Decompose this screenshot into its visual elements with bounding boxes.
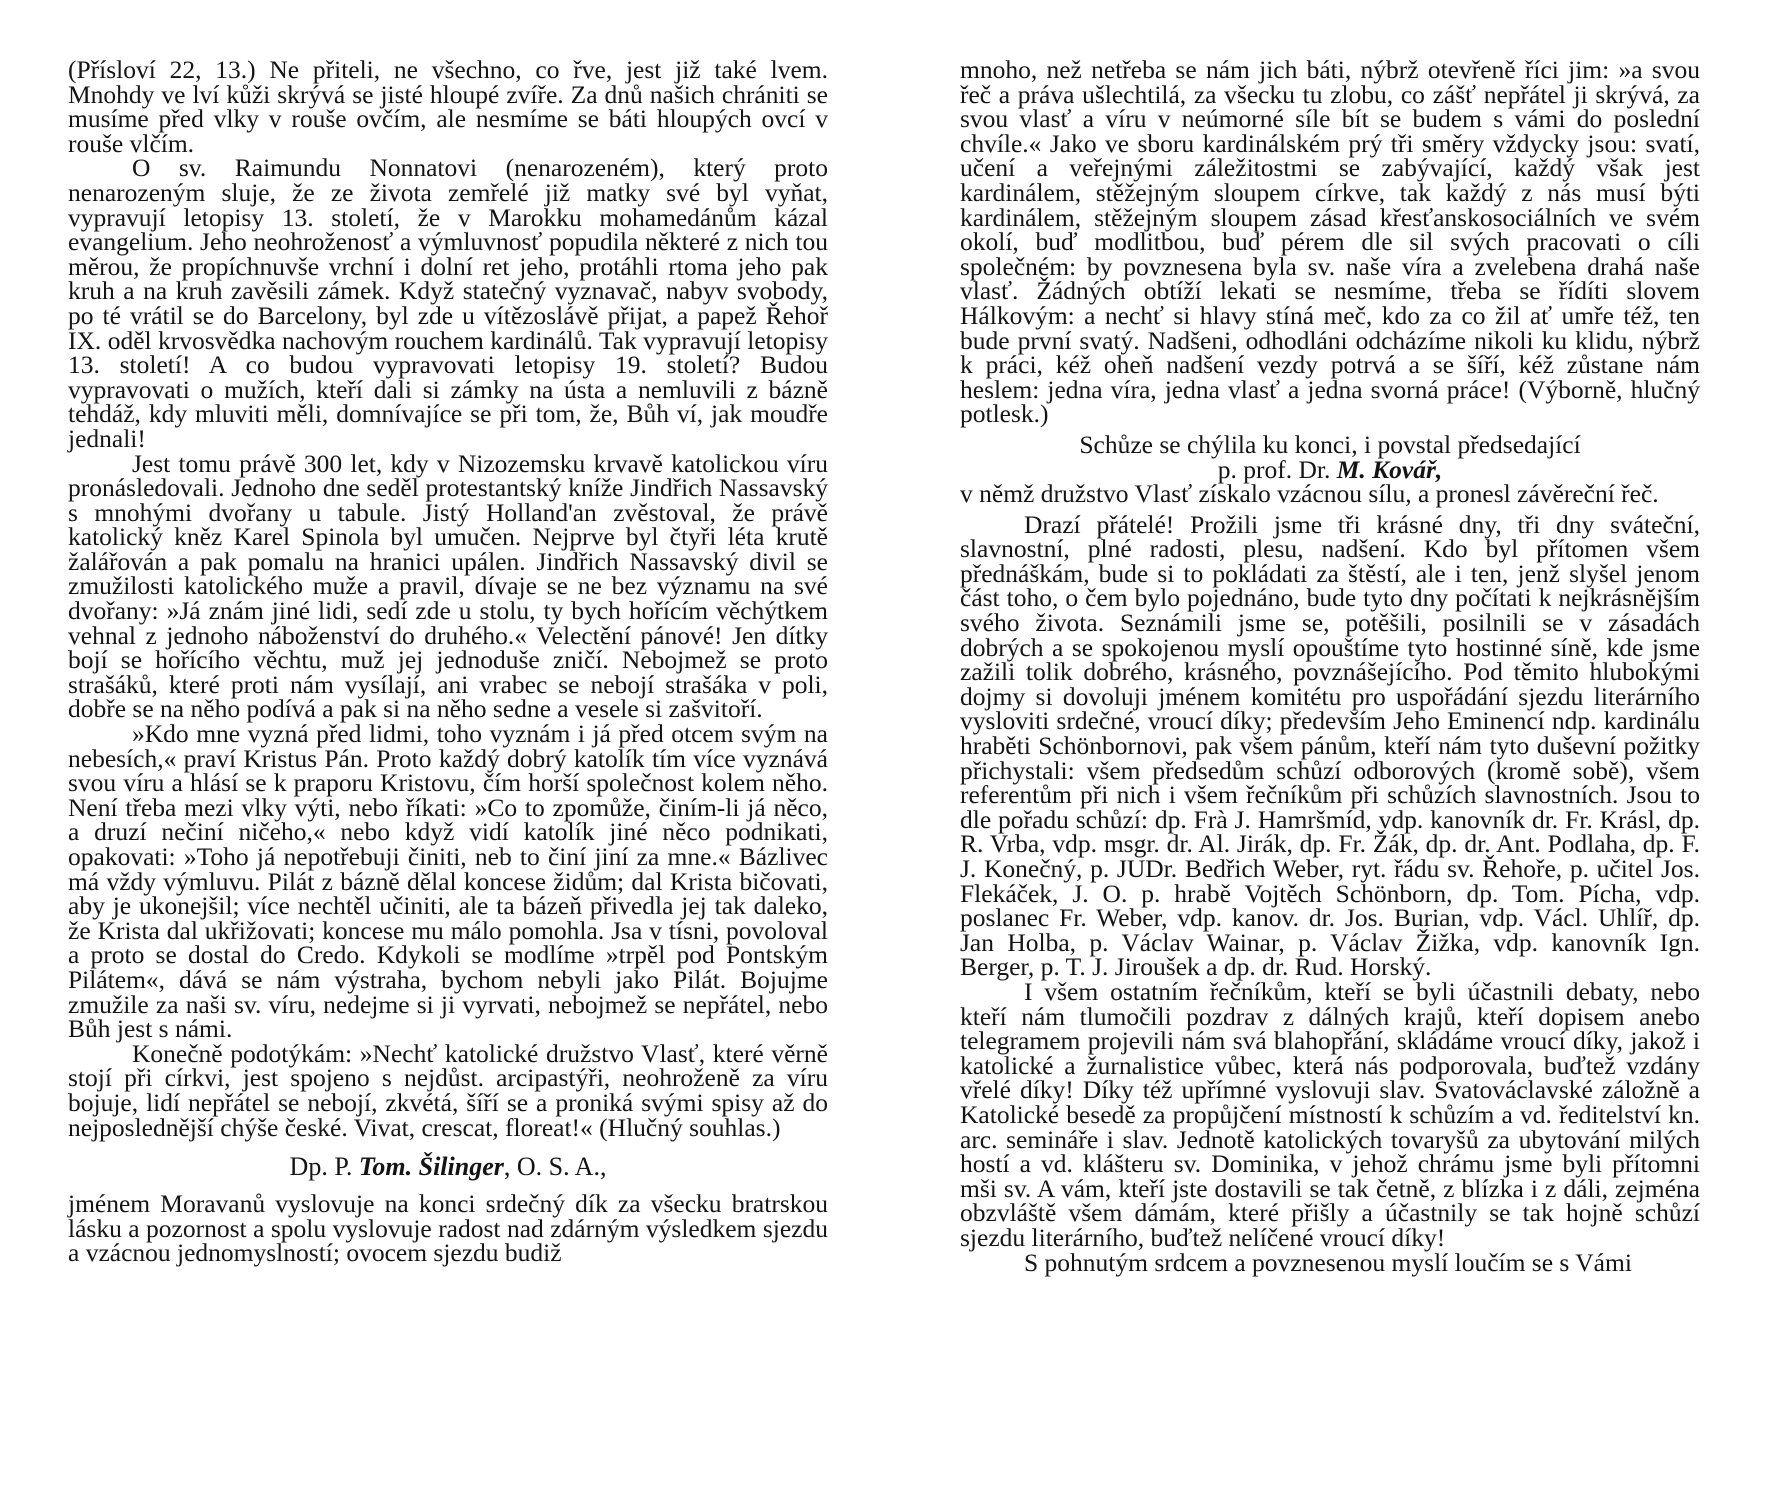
- speaker-name: M. Kovář,: [1336, 454, 1443, 484]
- paragraph-proverb: (Přísloví 22, 13.) Ne přiteli, ne všechno, co řve, jest již také lvem. Mnohdy ve lví kůži skrývá se jisté hloupé zvíře. Za dnů našich chrániti se musíme před vlky v rouše ovčím, ale nesmíme se báti hloupých ovcí v rouše vlčím.: [68, 55, 828, 158]
- paragraph-raimund: O sv. Raimundu Nonnatovi (nenarozeném), který proto nenarozeným sluje, že ze života zemřelé již matky své byl vyňat, vypravují letopisy 13. století, že v Marokku mohamedánům kázal evangelium. Jeho neohroženosť a výmluvnosť popudila některé z nich tou měrou, že propíchnuvše vrchní i dolní ret jeho, protáhli rtoma jeho pak kruh a na kruh zavěsili zámek. Když statečný vyznavač, nabyv svobody, po té vrátil se do Barcelony, byl zde u vítězoslávě přijat, a papež Řehoř IX. oděl krvosvědka nachovým rouchem kardinálů. Tak vypravují letopisy 13. století! A co budou vypravovati letopisy 19. století? Budou vypravovati o mužích, kteří dali si zámky na ústa a nemluvili z bázně tehdáž, kdy mluviti měli, domnívajíce se při tom, že, Bůh ví, jak moudře jednali!: [68, 153, 828, 453]
- speaker-name: Tom. Šilinger: [358, 1152, 504, 1182]
- paragraph-closing-speech: Drazí přátelé! Prožili jsme tři krásné dny, tři dny sváteční, slavnostní, plné radosti, plesu, nadšení. Kdo byl přítomen všem přednáškám, bude si to pokládati za štěstí, ale i ten, jenž slyšel jenom část toho, o čem bylo pojednáno, bude tyto dny počítati k nejkrásnějším svého života. Seznámili jsme se, potěšili, posilnili se v zásadách dobrých a se spokojenou myslí opouštíme tyto hostinné síně, kde jsme zažili tolik dobrého, krásného, povznášejícího. Pod těmito hlubokými dojmy si dovoluji jménem komitétu pro uspořádání sjezdu literárního vysloviti srdečné, vroucí díky; především Jeho Eminencí ndp. kardinálu hraběti Schönbornovi, pak všem pánům, kteří nám tyto duševní požitky přichystali: všem předsedům schůzí odborových (kromě sobě), všem referentům při nich i všem řečníkům při schůzích slavnostních. Jsou to dle pořadu schůzí: dp. Frà J. Hamršmíd, vdp. kanovník dr. Fr. Krásl, dp. R. Vrba, vdp. msgr. dr. Al. Jirák, dp. Fr. Žák, dp. dr. Ant. Podlaha, dp. F. J. Konečný, p. JUDr. Bedřich Weber, ryt. řádu sv. Řehoře, p. učitel Jos. Flekáček, J. O. p. hrabě Vojtěch Schönborn, dp. Tom. Pícha, vdp. poslanec Fr. Weber, vdp. kanov. dr. Jos. Burian, vdp. Václ. Uhlíř, dp. Jan Holba, p. Václav Wainar, p. Václav Žižka, vdp. kanovník Ign. Berger, p. T. J. Jiroušek a dp. dr. Rud. Horský.: [960, 509, 1700, 982]
- speaker-heading-silinger: [68, 1152, 828, 1182]
- paragraph-nassau: Jest tomu právě 300 let, kdy v Nizozemsku krvavě katolickou víru pronásledovali. Jednoho dne seděl protestantský kníže Jindřich Nassavský s mnohými dvořany u tabule. Jistý Holland'an zvěstoval, že právě katolický kněz Karel Spinola byl umučen. Nejprve byl čtyři léta krutě žalářován a pak pomalu na hranici upálen. Jindřich Nassavský divil se zmužilosti katolického muže a pravil, dívaje se ne bez významu na své dvořany: »Já znám jiné lidi, sedí zde u stolu, ty bych hořícím věchýtkem vehnal z jednoho náboženství do druhého.« Velectění pánové! Jen dítky bojí se hořícího věchtu, muž jej jednoduše zničí. Nebojmež se proto strašáků, které proti nám vysílají, ani vrabec se nebojí strašáka v poli, dobře se na něho podívá a pak si na něho sedne a vesele si zašvitoří.: [68, 448, 828, 724]
- right-page-column: [960, 55, 1700, 1277]
- left-page-column: [68, 55, 828, 1268]
- paragraph-moravans: jménem Moravanů vyslovuje na konci srdečný dík za všecku bratrskou lásku a pozornost a spolu vyslovuje radost nad zdárným výsledkem sjezdu a vzácnou jednomyslností; ovocem sjezdu budiž: [68, 1189, 828, 1268]
- speaker-suffix: , O. S. A.,: [503, 1152, 607, 1182]
- paragraph-thanks: I všem ostatním řečníkům, kteří se byli účastnili debaty, nebo kteří nám tlumočili pozdrav z dálných krajů, kteří dopisem anebo telegramem projevili nám svá blahopřání, skládáme vroucí díky, jakož i katolické a žurnalistice vůbec, která nás podporovala, buďtež vzdány vřelé díky! Díky též upřímné vyslovuji slav. Svatováclavské záložně a Katolické besedě za propůjčení místností k schůzím a vd. ředitelství kn. arc. semináře i slav. Jednotě katolických tovaryšů za ubytování milých hostí a vd. klášteru sv. Dominika, v jehož chrámu jsme byli přítomni mši sv. A vám, kteří jste dostavili se tak četně, z blízka i z dáli, zejména obzvláště všem dámám, které přišly a účastnily se tak hojně schůzí sjezdu literárního, buďtež nelíčené vroucí díky!: [960, 976, 1700, 1252]
- paragraph-confess: »Kdo mne vyzná před lidmi, toho vyznám i já před otcem svým na nebesích,« praví Kristus Pán. Proto každý dobrý katolík tím více vyznává svou víru a hlásí se k praporu Kristovu, čím horší společnost kolem něho. Není třeba mezi vlky výti, nebo říkati: »Co to zpomůže, činím-li já něco, a druzí nečiní ničeho,« nebo když vidí katolík jiné něco podnikati, opakovati: »Toho já nepotřebuji činiti, neb to činí jiní za mne.« Bázlivec má vždy výmluvu. Pilát z bázně dělal koncese židům; dal Krista bičovati, aby je ukonejšil; více nechtěl učiniti, ale ta bázeň přivedla jej tak daleko, že Krista dal ukřižovati; koncese mu málo pomohla. Jsa v tísni, povoloval a proto se dostal do Credo. Kdykoli se modlíme »trpěl pod Pontským Pilátem«, dává se nám výstraha, bychom nebyli jako Pilát. Bojujme zmužile za naši sv. víru, nedejme si ji vyrvati, nebojmež se nepřátel, nebo Bůh jest s námi.: [68, 719, 828, 1044]
- speaker-prefix: Dp. P.: [289, 1152, 353, 1182]
- paragraph-conclusion: Konečně podotýkám: »Nechť katolické družstvo Vlasť, které věrně stojí při církvi, jest spojeno s nejdůst. arcipastýři, neohroženě za víru bojuje, lidí nepřátel se nebojí, zkvétá, šíří se a proniká svými spisy až do nejposlednější chýše české. Vivat, crescat, floreat!« (Hlučný souhlas.): [68, 1038, 828, 1142]
- paragraph-session-end: Schůze se chýlila ku konci, i povstal předsedající: [1079, 429, 1581, 459]
- paragraph-farewell: S pohnutým srdcem a povznesenou myslí loučím se s Vámi: [1024, 1247, 1632, 1277]
- speaker-prefix: p. prof. Dr.: [1217, 454, 1331, 484]
- paragraph-continuation: mnoho, než netřeba se nám jich báti, nýbrž otevřeně říci jim: »a svou řeč a práva ušlechtilá, za všecku tu zlobu, co zášť nepřátel ji skrývá, za svou vlasť a víru v neúmorné síle bít se budem s vámi do poslední chvíle.« Jako ve sboru kardinálském prý tři směry vždycky jsou: svatí, učení a veřejnými záležitostmi se zabývající, každý však jest kardinálem, stěžejným sloupem církve, tak každý z nás musí býti kardinálem, stěžejným sloupem zásad křesťanskosociálních ve svém okolí, buď modlitbou, buď pérem dle sil svých pracovati o cíli společném: by povznesena byla sv. naše víra a zvelebena drahá naše vlasť. Žádných obtíží lekati se nesmíme, třeba se řídíti slovem Hálkovým: a nechť si hlavy stíná meč, kdo za co žil ať umře též, ten bude první svatý. Nadšeni, odhodláni odcházíme nikoli ku klidu, nýbrž k práci, kéž oheň nadšení vezdy potrvá a se šíří, kéž zůstane nám heslem: jedna víra, jedna vlasť a jedna svorná práce! (Výborně, hlučný potlesk.): [960, 55, 1700, 429]
- paragraph-closing-speech-intro: v němž družstvo Vlasť získalo vzácnou sílu, a pronesl závěreční řeč.: [960, 479, 1659, 509]
